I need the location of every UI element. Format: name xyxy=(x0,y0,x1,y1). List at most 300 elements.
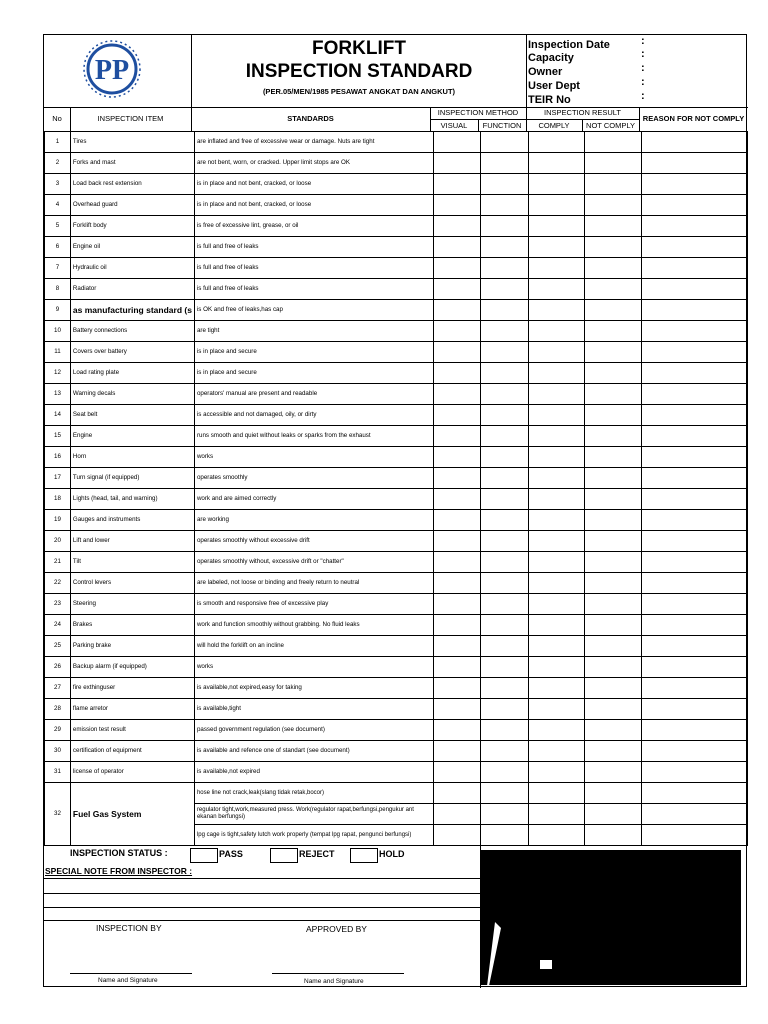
not-comply-cell[interactable] xyxy=(584,426,641,447)
title-block xyxy=(192,37,526,96)
visual-cell[interactable] xyxy=(433,489,481,510)
reason-cell[interactable] xyxy=(641,720,747,741)
not-comply-cell[interactable] xyxy=(584,363,641,384)
comply-cell[interactable] xyxy=(529,405,585,426)
inspector-name-sig: Name and Signature xyxy=(98,977,158,984)
not-comply-cell[interactable] xyxy=(584,804,641,825)
visual-cell[interactable] xyxy=(433,762,481,783)
row-item: Forks and mast xyxy=(70,153,194,174)
not-comply-cell[interactable] xyxy=(584,615,641,636)
table-row xyxy=(45,384,748,405)
visual-cell[interactable] xyxy=(433,237,481,258)
not-comply-cell[interactable] xyxy=(584,762,641,783)
form-subtitle: (PER.05/MEN/1985 PESAWAT ANGKAT DAN ANGKUT) xyxy=(262,87,456,96)
reason-cell[interactable] xyxy=(641,636,747,657)
row-standard: work and are aimed correctly xyxy=(194,489,433,510)
table-row xyxy=(45,321,748,342)
special-note[interactable] xyxy=(44,865,480,920)
not-comply-cell[interactable] xyxy=(584,279,641,300)
not-comply-cell[interactable] xyxy=(584,132,641,153)
row-item: Forklift body xyxy=(70,216,194,237)
reason-cell[interactable] xyxy=(641,762,747,783)
row-standard: is in place and secure xyxy=(194,363,433,384)
reason-cell[interactable] xyxy=(641,447,747,468)
row-item: Engine oil xyxy=(70,237,194,258)
inspection-form xyxy=(43,34,747,987)
row-standard: lpg cage is tight,safety lutch work properly (tempat lpg rapat, pengunci berfungsi) xyxy=(194,825,433,846)
visual-cell[interactable] xyxy=(433,426,481,447)
hold-checkbox[interactable] xyxy=(350,847,378,865)
function-cell[interactable] xyxy=(481,447,529,468)
comply-cell[interactable] xyxy=(529,804,585,825)
visual-cell[interactable] xyxy=(433,825,481,846)
info-teir-no[interactable]: TEIR No : xyxy=(528,90,645,106)
row-number: 23 xyxy=(45,594,71,615)
reason-cell[interactable] xyxy=(641,363,747,384)
table-row xyxy=(45,237,748,258)
col-item: INSPECTION ITEM xyxy=(97,114,164,123)
not-comply-cell[interactable] xyxy=(584,594,641,615)
row-number: 2 xyxy=(45,153,71,174)
row-standard: is available,not expired,easy for taking xyxy=(194,678,433,699)
reason-cell[interactable] xyxy=(641,237,747,258)
function-cell[interactable] xyxy=(481,573,529,594)
function-cell[interactable] xyxy=(481,342,529,363)
function-cell[interactable] xyxy=(481,720,529,741)
redaction-shape xyxy=(481,850,741,985)
row-item: Warning decals xyxy=(70,384,194,405)
row-number: 29 xyxy=(45,720,71,741)
row-item: Lights (head, tail, and warning) xyxy=(70,489,194,510)
row-item: fire exthinguser xyxy=(70,678,194,699)
not-comply-cell[interactable] xyxy=(584,216,641,237)
row-item: Control levers xyxy=(70,573,194,594)
row-number: 14 xyxy=(45,405,71,426)
not-comply-cell[interactable] xyxy=(584,237,641,258)
function-cell[interactable] xyxy=(481,552,529,573)
row-item: Load back rest extension xyxy=(70,174,194,195)
row-item: Tires xyxy=(70,132,194,153)
row-number: 18 xyxy=(45,489,71,510)
function-cell[interactable] xyxy=(481,426,529,447)
comply-cell[interactable] xyxy=(529,615,585,636)
row-standard: is free of excessive lint, grease, or oil xyxy=(194,216,433,237)
row-number: 5 xyxy=(45,216,71,237)
not-comply-cell[interactable] xyxy=(584,636,641,657)
function-cell[interactable] xyxy=(481,825,529,846)
logo xyxy=(44,35,191,107)
function-cell[interactable] xyxy=(481,468,529,489)
info-owner[interactable]: Owner : xyxy=(528,62,645,78)
table-row xyxy=(45,153,748,174)
comply-cell[interactable] xyxy=(529,258,585,279)
visual-cell[interactable] xyxy=(433,531,481,552)
row-standard: are inflated and free of excessive wear or damage. Nuts are tight xyxy=(194,132,433,153)
row-number: 26 xyxy=(45,657,71,678)
function-cell[interactable] xyxy=(481,405,529,426)
row-standard: is smooth and responsive free of excessive play xyxy=(194,594,433,615)
comply-cell[interactable] xyxy=(529,132,585,153)
row-standard: is full and free of leaks xyxy=(194,237,433,258)
row-number: 3 xyxy=(45,174,71,195)
row-standard: is in place and not bent, cracked, or loose xyxy=(194,195,433,216)
function-cell[interactable] xyxy=(481,615,529,636)
visual-cell[interactable] xyxy=(433,132,481,153)
row-number: 4 xyxy=(45,195,71,216)
comply-cell[interactable] xyxy=(529,531,585,552)
not-comply-cell[interactable] xyxy=(584,300,641,321)
inspection-status xyxy=(44,844,480,864)
function-cell[interactable] xyxy=(481,153,529,174)
row-standard: is available,tight xyxy=(194,699,433,720)
reason-cell[interactable] xyxy=(641,594,747,615)
info-block xyxy=(528,35,746,104)
visual-cell[interactable] xyxy=(433,552,481,573)
reject-checkbox[interactable] xyxy=(270,847,298,865)
not-comply-cell[interactable] xyxy=(584,720,641,741)
comply-cell[interactable] xyxy=(529,237,585,258)
function-cell[interactable] xyxy=(481,678,529,699)
reason-cell[interactable] xyxy=(641,741,747,762)
reason-cell[interactable] xyxy=(641,132,747,153)
hold-label: HOLD xyxy=(379,849,405,859)
visual-cell[interactable] xyxy=(433,699,481,720)
row-item: Radiator xyxy=(70,279,194,300)
visual-cell[interactable] xyxy=(433,258,481,279)
table-row xyxy=(45,174,748,195)
table-row xyxy=(45,657,748,678)
row-standard: regulator tight,work,measured press. Work(regulator rapat,berfungsi,pengukur ant ekanan berfungsi) xyxy=(194,804,433,825)
comply-cell[interactable] xyxy=(529,720,585,741)
function-cell[interactable] xyxy=(481,300,529,321)
reason-cell[interactable] xyxy=(641,615,747,636)
table-row xyxy=(45,636,748,657)
pass-checkbox[interactable] xyxy=(190,847,218,865)
col-result: INSPECTION RESULT xyxy=(544,108,621,117)
function-cell[interactable] xyxy=(481,279,529,300)
table-row xyxy=(45,447,748,468)
visual-cell[interactable] xyxy=(433,405,481,426)
not-comply-cell[interactable] xyxy=(584,447,641,468)
approver-signature-line[interactable] xyxy=(272,973,404,974)
table-row xyxy=(45,699,748,720)
row-item: Battery connections xyxy=(70,321,194,342)
row-standard: works xyxy=(194,447,433,468)
visual-cell[interactable] xyxy=(433,174,481,195)
info-inspection-date[interactable]: Inspection Date : xyxy=(528,35,645,51)
col-reason: REASON FOR NOT COMPLY xyxy=(642,114,745,123)
visual-cell[interactable] xyxy=(433,720,481,741)
not-comply-cell[interactable] xyxy=(584,468,641,489)
function-cell[interactable] xyxy=(481,384,529,405)
comply-cell[interactable] xyxy=(529,216,585,237)
row-standard: are working xyxy=(194,510,433,531)
not-comply-cell[interactable] xyxy=(584,195,641,216)
reason-cell[interactable] xyxy=(641,510,747,531)
table-row xyxy=(45,363,748,384)
reason-cell[interactable] xyxy=(641,384,747,405)
function-cell[interactable] xyxy=(481,174,529,195)
row-item: Seat belt xyxy=(70,405,194,426)
not-comply-cell[interactable] xyxy=(584,258,641,279)
not-comply-cell[interactable] xyxy=(584,342,641,363)
reason-cell[interactable] xyxy=(641,678,747,699)
function-cell[interactable] xyxy=(481,132,529,153)
table-row xyxy=(45,468,748,489)
visual-cell[interactable] xyxy=(433,468,481,489)
not-comply-cell[interactable] xyxy=(584,510,641,531)
row-number: 22 xyxy=(45,573,71,594)
reason-cell[interactable] xyxy=(641,216,747,237)
comply-cell[interactable] xyxy=(529,174,585,195)
not-comply-cell[interactable] xyxy=(584,552,641,573)
function-cell[interactable] xyxy=(481,195,529,216)
not-comply-cell[interactable] xyxy=(584,783,641,804)
row-standard: are not bent, worn, or cracked. Upper limit stops are OK xyxy=(194,153,433,174)
reason-cell[interactable] xyxy=(641,468,747,489)
not-comply-cell[interactable] xyxy=(584,405,641,426)
row-number: 31 xyxy=(45,762,71,783)
row-standard: operates smoothly xyxy=(194,468,433,489)
table-row xyxy=(45,678,748,699)
not-comply-cell[interactable] xyxy=(584,657,641,678)
visual-cell[interactable] xyxy=(433,384,481,405)
comply-cell[interactable] xyxy=(529,426,585,447)
not-comply-cell[interactable] xyxy=(584,489,641,510)
comply-cell[interactable] xyxy=(529,384,585,405)
visual-cell[interactable] xyxy=(433,447,481,468)
row-number: 27 xyxy=(45,678,71,699)
inspector-signature-line[interactable] xyxy=(70,973,192,974)
row-item: Load rating plate xyxy=(70,363,194,384)
pass-label: PASS xyxy=(219,849,243,859)
note-label: SPECIAL NOTE FROM INSPECTOR : xyxy=(45,866,193,876)
not-comply-cell[interactable] xyxy=(584,153,641,174)
reason-cell[interactable] xyxy=(641,258,747,279)
table-row xyxy=(45,216,748,237)
reason-cell[interactable] xyxy=(641,573,747,594)
row-item: Brakes xyxy=(70,615,194,636)
comply-cell[interactable] xyxy=(529,363,585,384)
col-visual: VISUAL xyxy=(440,121,468,130)
reason-cell[interactable] xyxy=(641,552,747,573)
comply-cell[interactable] xyxy=(529,279,585,300)
reason-cell[interactable] xyxy=(641,195,747,216)
table-row xyxy=(45,615,748,636)
table-row xyxy=(45,720,748,741)
row-item: license of operator xyxy=(70,762,194,783)
row-standard: are tight xyxy=(194,321,433,342)
redacted-area xyxy=(481,850,741,985)
comply-cell[interactable] xyxy=(529,699,585,720)
table-row xyxy=(45,552,748,573)
visual-cell[interactable] xyxy=(433,342,481,363)
inspection-by-label: INSPECTION BY xyxy=(96,923,162,933)
row-standard: is full and free of leaks xyxy=(194,279,433,300)
visual-cell[interactable] xyxy=(433,153,481,174)
reason-cell[interactable] xyxy=(641,804,747,825)
not-comply-cell[interactable] xyxy=(584,741,641,762)
comply-cell[interactable] xyxy=(529,783,585,804)
row-standard: is available and refence one of standart (see document) xyxy=(194,741,433,762)
reason-cell[interactable] xyxy=(641,426,747,447)
reason-cell[interactable] xyxy=(641,279,747,300)
row-item: as manufacturing standard (s xyxy=(70,300,194,321)
row-number: 1 xyxy=(45,132,71,153)
visual-cell[interactable] xyxy=(433,279,481,300)
not-comply-cell[interactable] xyxy=(584,825,641,846)
visual-cell[interactable] xyxy=(433,678,481,699)
not-comply-cell[interactable] xyxy=(584,321,641,342)
table-row xyxy=(45,594,748,615)
function-cell[interactable] xyxy=(481,636,529,657)
row-item: Overhead guard xyxy=(70,195,194,216)
visual-cell[interactable] xyxy=(433,615,481,636)
visual-cell[interactable] xyxy=(433,804,481,825)
row-standard: is full and free of leaks xyxy=(194,258,433,279)
not-comply-cell[interactable] xyxy=(584,573,641,594)
function-cell[interactable] xyxy=(481,321,529,342)
row-item: Tilt xyxy=(70,552,194,573)
row-number: 9 xyxy=(45,300,71,321)
row-number: 19 xyxy=(45,510,71,531)
function-cell[interactable] xyxy=(481,216,529,237)
row-standard: operates smoothly without excessive drift xyxy=(194,531,433,552)
visual-cell[interactable] xyxy=(433,636,481,657)
table-row xyxy=(45,195,748,216)
function-cell[interactable] xyxy=(481,699,529,720)
comply-cell[interactable] xyxy=(529,636,585,657)
function-cell[interactable] xyxy=(481,741,529,762)
not-comply-cell[interactable] xyxy=(584,384,641,405)
row-standard: hose line not crack,leak(slang tidak retak,bocor) xyxy=(194,783,433,804)
table-row xyxy=(45,279,748,300)
inspection-table xyxy=(44,131,748,846)
comply-cell[interactable] xyxy=(529,741,585,762)
reason-cell[interactable] xyxy=(641,783,747,804)
reason-cell[interactable] xyxy=(641,699,747,720)
reason-cell[interactable] xyxy=(641,153,747,174)
function-cell[interactable] xyxy=(481,657,529,678)
info-capacity[interactable]: Capacity : xyxy=(528,48,645,64)
row-item: certification of equipment xyxy=(70,741,194,762)
reason-cell[interactable] xyxy=(641,825,747,846)
logo-text: PP xyxy=(94,55,130,86)
comply-cell[interactable] xyxy=(529,489,585,510)
reason-cell[interactable] xyxy=(641,657,747,678)
comply-cell[interactable] xyxy=(529,342,585,363)
function-cell[interactable] xyxy=(481,258,529,279)
table-row xyxy=(45,741,748,762)
function-cell[interactable] xyxy=(481,594,529,615)
visual-cell[interactable] xyxy=(433,783,481,804)
visual-cell[interactable] xyxy=(433,195,481,216)
visual-cell[interactable] xyxy=(433,321,481,342)
comply-cell[interactable] xyxy=(529,573,585,594)
function-cell[interactable] xyxy=(481,531,529,552)
visual-cell[interactable] xyxy=(433,300,481,321)
function-cell[interactable] xyxy=(481,363,529,384)
visual-cell[interactable] xyxy=(433,657,481,678)
visual-cell[interactable] xyxy=(433,216,481,237)
comply-cell[interactable] xyxy=(529,447,585,468)
comply-cell[interactable] xyxy=(529,762,585,783)
comply-cell[interactable] xyxy=(529,825,585,846)
col-function: FUNCTION xyxy=(482,121,522,130)
comply-cell[interactable] xyxy=(529,678,585,699)
visual-cell[interactable] xyxy=(433,510,481,531)
visual-cell[interactable] xyxy=(433,363,481,384)
visual-cell[interactable] xyxy=(433,594,481,615)
reject-label: REJECT xyxy=(299,849,335,859)
row-number: 24 xyxy=(45,615,71,636)
table-row xyxy=(45,342,748,363)
comply-cell[interactable] xyxy=(529,657,585,678)
not-comply-cell[interactable] xyxy=(584,678,641,699)
comply-cell[interactable] xyxy=(529,510,585,531)
row-item: Backup alarm (if equipped) xyxy=(70,657,194,678)
function-cell[interactable] xyxy=(481,762,529,783)
row-standard: is in place and not bent, cracked, or loose xyxy=(194,174,433,195)
comply-cell[interactable] xyxy=(529,153,585,174)
comply-cell[interactable] xyxy=(529,468,585,489)
table-row xyxy=(45,762,748,783)
visual-cell[interactable] xyxy=(433,741,481,762)
reason-cell[interactable] xyxy=(641,489,747,510)
row-standard: will hold the forklift on an incline xyxy=(194,636,433,657)
info-user-dept[interactable]: User Dept : xyxy=(528,76,645,92)
col-method: INSPECTION METHOD xyxy=(437,108,519,117)
reason-cell[interactable] xyxy=(641,174,747,195)
comply-cell[interactable] xyxy=(529,594,585,615)
table-row xyxy=(45,573,748,594)
reason-cell[interactable] xyxy=(641,342,747,363)
visual-cell[interactable] xyxy=(433,573,481,594)
not-comply-cell[interactable] xyxy=(584,531,641,552)
pp-logo-icon xyxy=(44,35,191,107)
comply-cell[interactable] xyxy=(529,195,585,216)
row-number: 12 xyxy=(45,363,71,384)
row-item: Fuel Gas System xyxy=(70,783,194,846)
comply-cell[interactable] xyxy=(529,321,585,342)
row-number: 16 xyxy=(45,447,71,468)
function-cell[interactable] xyxy=(481,489,529,510)
function-cell[interactable] xyxy=(481,783,529,804)
function-cell[interactable] xyxy=(481,510,529,531)
reason-cell[interactable] xyxy=(641,321,747,342)
row-item: Parking brake xyxy=(70,636,194,657)
row-item: Steering xyxy=(70,594,194,615)
reason-cell[interactable] xyxy=(641,531,747,552)
row-item: Hydraulic oil xyxy=(70,258,194,279)
table-row xyxy=(45,426,748,447)
row-standard: is available,not expired xyxy=(194,762,433,783)
reason-cell[interactable] xyxy=(641,405,747,426)
function-cell[interactable] xyxy=(481,237,529,258)
reason-cell[interactable] xyxy=(641,300,747,321)
row-item: Covers over battery xyxy=(70,342,194,363)
form-title-line1: FORKLIFT xyxy=(312,38,406,59)
not-comply-cell[interactable] xyxy=(584,174,641,195)
comply-cell[interactable] xyxy=(529,552,585,573)
row-standard: passed government regulation (see document) xyxy=(194,720,433,741)
comply-cell[interactable] xyxy=(529,300,585,321)
table-row xyxy=(45,510,748,531)
not-comply-cell[interactable] xyxy=(584,699,641,720)
function-cell[interactable] xyxy=(481,804,529,825)
row-standard: work and function smoothly without grabbing. No fluid leaks xyxy=(194,615,433,636)
col-standards: STANDARDS xyxy=(287,114,334,123)
